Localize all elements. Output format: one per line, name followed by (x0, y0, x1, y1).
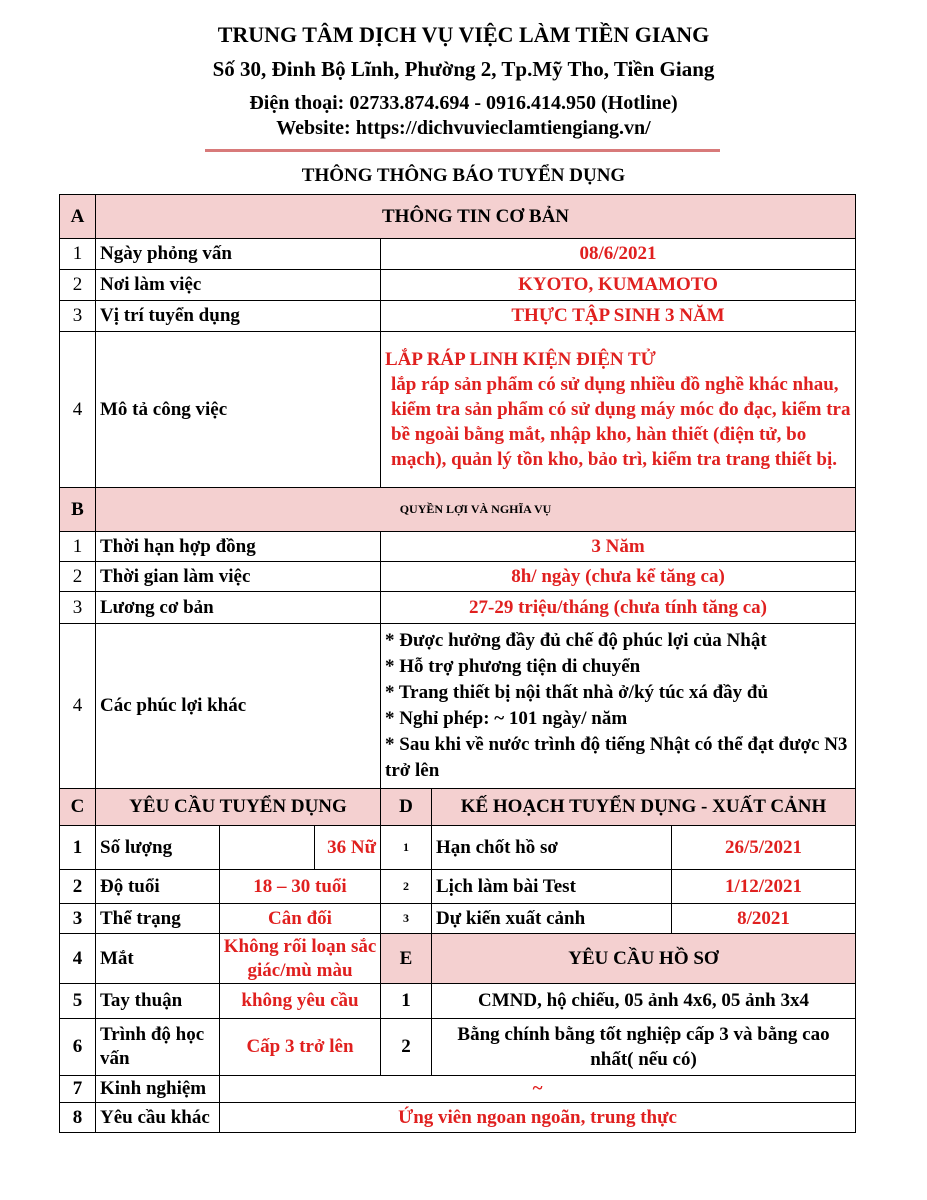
job-description (381, 332, 856, 488)
row-value: 8h/ ngày (chưa kể tăng ca) (381, 562, 856, 592)
row-number: 6 (60, 1019, 96, 1076)
row-label: Các phúc lợi khác (96, 624, 381, 789)
row-label: Độ tuổi (96, 870, 220, 904)
row-number: 4 (60, 332, 96, 488)
row-value: không yêu cầu (220, 984, 381, 1019)
section-a-header (60, 195, 856, 239)
section-title: YÊU CẦU HỒ SƠ (432, 934, 856, 984)
row-label: Thời gian làm việc (96, 562, 381, 592)
section-title: THÔNG TIN CƠ BẢN (96, 195, 856, 239)
benefit-item: * Được hưởng đầy đủ chế độ phúc lợi của Nhật (385, 630, 767, 651)
row-label: Vị trí tuyển dụng (96, 301, 381, 332)
section-letter: A (60, 195, 96, 239)
row-label: Mô tả công việc (96, 332, 381, 488)
table-row (60, 934, 856, 984)
row-number: 5 (60, 984, 96, 1019)
table-row (60, 562, 856, 592)
org-name: TRUNG TÂM DỊCH VỤ VIỆC LÀM TIỀN GIANG (217, 22, 710, 47)
benefit-item: * Nghỉ phép: ~ 101 ngày/ năm (385, 708, 628, 729)
table-row (60, 1076, 856, 1103)
row-value: 8/2021 (672, 904, 856, 934)
benefits-list (381, 624, 856, 789)
row-value: Ứng viên ngoan ngoãn, trung thực (220, 1103, 856, 1133)
section-letter: C (60, 789, 96, 826)
row-label: Nơi làm việc (96, 270, 381, 301)
row-value: Cân đối (220, 904, 381, 934)
row-value: 36 Nữ (315, 826, 381, 870)
row-number: 8 (60, 1103, 96, 1133)
table-row (60, 870, 856, 904)
benefit-item: * Sau khi về nước trình độ tiếng Nhật có thể đạt được N3 trở lên (385, 734, 848, 781)
section-letter: D (381, 789, 432, 826)
row-label: Mắt (96, 934, 220, 984)
job-description-title: LẮP RÁP LINH KIỆN ĐIỆN TỬ (385, 349, 656, 370)
section-title: KẾ HOẠCH TUYỂN DỤNG - XUẤT CẢNH (432, 789, 856, 826)
row-number: 3 (381, 904, 432, 934)
row-label: Trình độ học vấn (96, 1019, 220, 1076)
row-number: 1 (381, 826, 432, 870)
section-c-d-header (60, 789, 856, 826)
table-row (60, 1103, 856, 1133)
table-row (60, 301, 856, 332)
header-divider (205, 149, 720, 152)
section-b-header (60, 488, 856, 532)
row-value: THỰC TẬP SINH 3 NĂM (381, 301, 856, 332)
row-number: 2 (381, 870, 432, 904)
row-label: Thể trạng (96, 904, 220, 934)
row-value: KYOTO, KUMAMOTO (381, 270, 856, 301)
row-number: 1 (60, 239, 96, 270)
row-label: Lương cơ bản (96, 592, 381, 624)
row-label: Dự kiến xuất cảnh (432, 904, 672, 934)
row-label: Số lượng (96, 826, 220, 870)
row-number: 4 (60, 624, 96, 789)
row-label: Tay thuận (96, 984, 220, 1019)
row-value: Cấp 3 trở lên (220, 1019, 381, 1076)
table-row (60, 332, 856, 488)
org-phone: Điện thoại: 02733.874.694 - 0916.414.950 (Hotline) (249, 92, 678, 114)
table-row (60, 1019, 856, 1076)
benefit-item: * Hỗ trợ phương tiện di chuyển (385, 656, 641, 677)
row-number: 1 (60, 532, 96, 562)
job-description-body: lắp ráp sản phẩm có sử dụng nhiều đồ nghề khác nhau, kiểm tra sản phẩm có sử dụng máy móc đo đạc, kiểm tra bề ngoài bằng mắt, nhập kho, hàn thiết (điện tử, bo mạch), quản lý tồn kho, bảo trì, kiểm tra trang thiết bị. (391, 374, 851, 470)
org-website: Website: https://dichvuvieclamtiengiang.vn/ (276, 117, 651, 139)
table-row (60, 904, 856, 934)
row-number: 3 (60, 904, 96, 934)
row-value: 08/6/2021 (381, 239, 856, 270)
row-number: 2 (381, 1019, 432, 1076)
row-value: ~ (220, 1076, 856, 1103)
table-row (60, 532, 856, 562)
table-row (60, 984, 856, 1019)
row-value: 3 Năm (381, 532, 856, 562)
row-number: 2 (60, 562, 96, 592)
row-value: Bằng chính bằng tốt nghiệp cấp 3 và bằng cao nhất( nếu có) (432, 1019, 856, 1076)
row-label: Kinh nghiệm (96, 1076, 220, 1103)
section-title: YÊU CẦU TUYỂN DỤNG (96, 789, 381, 826)
row-label: Hạn chốt hồ sơ (432, 826, 672, 870)
row-number: 1 (381, 984, 432, 1019)
document-title: THÔNG THÔNG BÁO TUYỂN DỤNG (301, 165, 626, 186)
org-address: Số 30, Đinh Bộ Lĩnh, Phường 2, Tp.Mỹ Tho, Tiền Giang (212, 57, 715, 81)
row-value: 27-29 triệu/tháng (chưa tính tăng ca) (381, 592, 856, 624)
table-row (60, 592, 856, 624)
empty-cell (220, 826, 315, 870)
row-number: 2 (60, 270, 96, 301)
table-row (60, 270, 856, 301)
row-number: 7 (60, 1076, 96, 1103)
row-value: Không rối loạn sắc giác/mù màu (220, 934, 381, 984)
section-letter: E (381, 934, 432, 984)
row-label: Ngày phỏng vấn (96, 239, 381, 270)
row-number: 2 (60, 870, 96, 904)
recruitment-table (59, 194, 856, 1133)
row-label: Yêu cầu khác (96, 1103, 220, 1133)
row-number: 3 (60, 301, 96, 332)
row-value: 18 – 30 tuổi (220, 870, 381, 904)
table-row (60, 239, 856, 270)
row-value: 26/5/2021 (672, 826, 856, 870)
row-number: 3 (60, 592, 96, 624)
table-row (60, 826, 856, 870)
section-letter: B (60, 488, 96, 532)
row-value: CMND, hộ chiếu, 05 ảnh 4x6, 05 ảnh 3x4 (432, 984, 856, 1019)
table-row (60, 624, 856, 789)
row-number: 1 (60, 826, 96, 870)
row-label: Lịch làm bài Test (432, 870, 672, 904)
section-title: QUYỀN LỢI VÀ NGHĨA VỤ (96, 488, 856, 532)
benefit-item: * Trang thiết bị nội thất nhà ở/ký túc xá đầy đủ (385, 682, 769, 703)
row-label: Thời hạn hợp đồng (96, 532, 381, 562)
row-number: 4 (60, 934, 96, 984)
row-value: 1/12/2021 (672, 870, 856, 904)
